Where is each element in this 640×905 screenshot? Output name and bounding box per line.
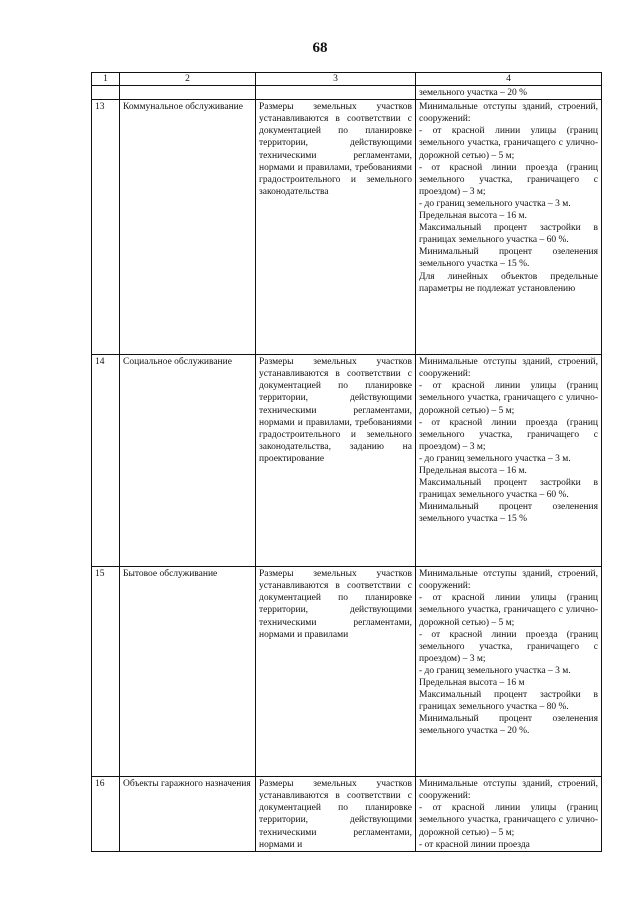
table-row [92,100,602,355]
limit-parameters [416,777,602,852]
param-line: Минимальные отступы зданий, строений, сооружений: [419,357,598,380]
limit-parameters [416,100,602,355]
land-plot-sizes: Размеры земельных участков устанавливаются в соответствии с документацией по планировке территории, действующими техническими регламентами, нормами и правилами [256,567,416,777]
param-line: - до границ земельного участка – 3 м. [419,198,571,209]
limit-parameters [416,355,602,567]
row-number: 15 [92,567,120,777]
param-line: Максимальный процент застройки в границах земельного участка – 60 %. [419,223,598,246]
param-line: Для линейных объектов предельные параметры не подлежат установлению [419,271,598,294]
param-line: - от красной линии проезда (границ земельного участка, граничащего с проездом) – 3 м; [419,162,598,197]
row-number: 13 [92,100,120,355]
param-line: Максимальный процент застройки в границах земельного участка – 80 %. [419,690,598,713]
permitted-use-name: Бытовое обслуживание [120,567,256,777]
limit-parameters [416,567,602,777]
land-plot-sizes: Размеры земельных участков устанавливаются в соответствии с документацией по планировке территории, действующими техническими регламентами, нормами и правилами, требованиями градостроительного и земельного законодательства [256,100,416,355]
param-line: Предельная высота – 16 м. [419,211,527,222]
permitted-use-name: Социальное обслуживание [120,355,256,567]
param-line: - до границ земельного участка – 3 м. [419,665,571,676]
param-line: - от красной линии улицы (границ земельного участка, граничащего с улично-дорожной сетью) – 5 м; [419,126,598,161]
land-plot-sizes: Размеры земельных участков устанавливаются в соответствии с документацией по планировке территории, действующими техническими регламентами, нормами и [256,777,416,852]
continuation-text: земельного участка – 20 % [416,86,602,100]
param-line: - до границ земельного участка – 3 м. [419,453,571,464]
param-line: Предельная высота – 16 м. [419,466,527,477]
param-line: - от красной линии улицы (границ земельного участка, граничащего с улично-дорожной сетью) – 5 м; [419,593,598,628]
column-header-4: 4 [416,73,602,86]
column-header-3: 3 [256,73,416,86]
column-header-1: 1 [92,73,120,86]
land-plot-sizes: Размеры земельных участков устанавливаются в соответствии с документацией по планировке территории, действующими техническими регламентами, нормами и правилами, требованиями градостроительного и земельного законодательства, заданию на проектирование [256,355,416,567]
param-line: Минимальные отступы зданий, строений, сооружений: [419,779,598,802]
permitted-use-name: Коммунальное обслуживание [120,100,256,355]
regulations-table [91,72,602,852]
param-line: - от красной линии проезда (границ земельного участка, граничащего с проездом) – 3 м; [419,417,598,452]
param-line: Максимальный процент застройки в границах земельного участка – 60 %. [419,478,598,501]
param-line: Минимальный процент озеленения земельного участка – 15 %. [419,247,598,270]
param-line: - от красной линии улицы (границ земельного участка, граничащего с улично-дорожной сетью) – 5 м; [419,803,598,838]
column-header-2: 2 [120,73,256,86]
table-header-row [92,73,602,86]
permitted-use-name: Объекты гаражного назначения [120,777,256,852]
row-number: 16 [92,777,120,852]
param-line: Минимальные отступы зданий, строений, сооружений: [419,102,598,125]
param-line: - от красной линии проезда [419,839,530,850]
page-number: 68 [312,40,328,56]
param-line: - от красной линии проезда (границ земельного участка, граничащего с проездом) – 3 м; [419,629,598,664]
param-line: Минимальный процент озеленения земельного участка – 20 %. [419,714,598,737]
row-number: 14 [92,355,120,567]
continuation-row [92,86,602,100]
param-line: - от красной линии улицы (границ земельного участка, граничащего с улично-дорожной сетью) – 5 м; [419,381,598,416]
param-line: Предельная высота – 16 м [419,678,525,689]
table-row [92,567,602,777]
table-row [92,355,602,567]
table-row [92,777,602,852]
param-line: Минимальный процент озеленения земельного участка – 15 % [419,502,598,525]
param-line: Минимальные отступы зданий, строений, сооружений: [419,569,598,592]
